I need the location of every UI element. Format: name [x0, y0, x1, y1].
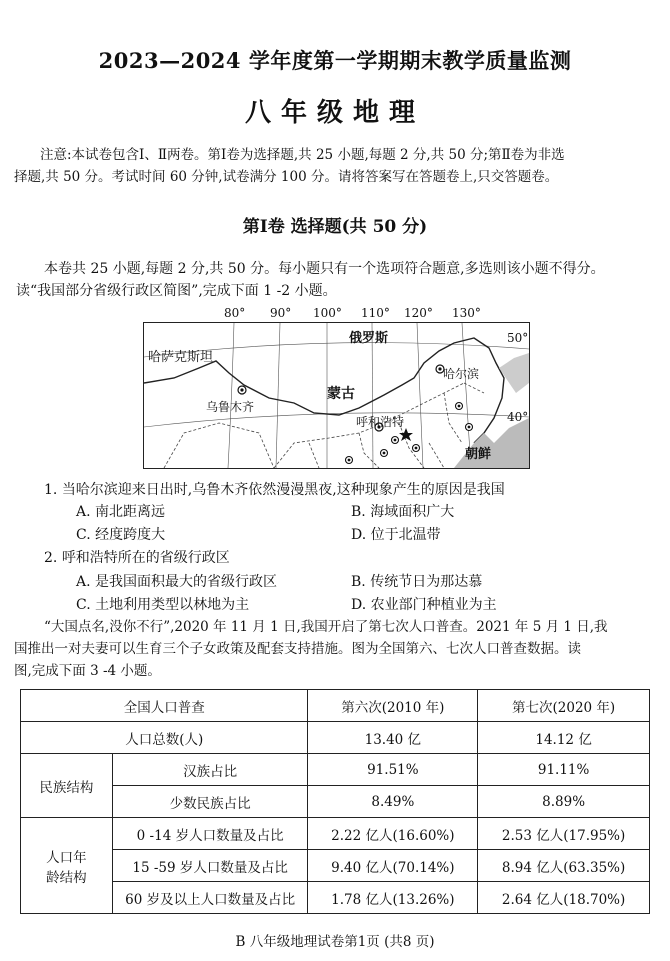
table-row: [21, 818, 650, 850]
cell-sixth: 1.78 亿人(13.26%): [308, 882, 478, 914]
row-label: 15 -59 岁人口数量及占比: [112, 850, 308, 882]
passage-line-1: “大国点名,没你不行”,2020 年 11 月 1 日,我国开启了第七次人口普查。2021 年 5 月 1 日,我: [44, 619, 608, 635]
row-label: 0 -14 岁人口数量及占比: [112, 818, 308, 850]
census-table: [20, 689, 650, 914]
passage-line-3: 图,完成下面 3 -4 小题。: [14, 663, 161, 679]
lon-label-80: 80°: [224, 306, 246, 320]
total-label: 人口总数(人): [21, 722, 308, 754]
exam-title: 2023—2024 学年度第一学期期末教学质量监测: [98, 48, 572, 73]
question-2-number: 2.: [44, 550, 58, 566]
cell-seventh: 2.64 亿人(18.70%): [478, 882, 650, 914]
cell-seventh: 91.11%: [478, 754, 650, 786]
lat-label-40: 40°: [507, 410, 529, 424]
lon-label-100: 100°: [313, 306, 342, 320]
label-kazakhstan: 哈萨克斯坦: [148, 350, 214, 365]
question-1-number: 1.: [44, 482, 58, 498]
label-mongolia: 蒙古: [327, 386, 355, 402]
label-hohhot: 呼和浩特: [356, 415, 405, 429]
lon-label-130: 130°: [452, 306, 481, 320]
q2-option-b[interactable]: B. 传统节日为那达慕: [351, 574, 483, 590]
intro-line-1: 本卷共 25 小题,每题 2 分,共 50 分。每小题只有一个选项符合题意,多选则该小题不得分。: [44, 261, 605, 277]
lon-label-110: 110°: [361, 306, 390, 320]
row-label: 汉族占比: [112, 754, 308, 786]
cell-seventh: 8.94 亿人(63.35%): [478, 850, 650, 882]
q1-option-d[interactable]: D. 位于北温带: [351, 527, 441, 543]
cell-seventh: 8.89%: [478, 786, 650, 818]
label-harbin: 哈尔滨: [443, 367, 480, 381]
cell-sixth: 8.49%: [308, 786, 478, 818]
q1-option-c[interactable]: C. 经度跨度大: [76, 527, 166, 543]
q2-option-d[interactable]: D. 农业部门种植业为主: [351, 597, 497, 613]
notice-line-1: 注意:本试卷包含Ⅰ、Ⅱ两卷。第Ⅰ卷为选择题,共 25 小题,每题 2 分,共 50 分;第Ⅱ卷为非选: [40, 147, 565, 163]
header-seventh: 第七次(2020 年): [478, 690, 650, 722]
table-row: [21, 850, 650, 882]
row-label: 少数民族占比: [112, 786, 308, 818]
subject-title: 八年级地理: [244, 98, 425, 128]
row-label: 60 岁及以上人口数量及占比: [112, 882, 308, 914]
province-map: [143, 322, 530, 469]
q2-option-a[interactable]: A. 是我国面积最大的省级行政区: [76, 574, 278, 590]
label-russia: 俄罗斯: [349, 331, 389, 346]
page-footer: B 八年级地理试卷第1页 (共8 页): [235, 934, 435, 950]
lon-label-90: 90°: [270, 306, 292, 320]
total-seventh: 14.12 亿: [478, 722, 650, 754]
question-1: [44, 479, 505, 499]
table-row-total: [21, 722, 650, 754]
age-group-label-line-2: 龄结构: [46, 869, 87, 886]
label-korea: 朝鲜: [465, 447, 492, 462]
label-urumqi: 乌鲁木齐: [206, 400, 255, 414]
header-sixth: 第六次(2010 年): [308, 690, 478, 722]
question-2-stem: 呼和浩特所在的省级行政区: [61, 550, 230, 566]
table-row: [21, 882, 650, 914]
cell-seventh: 2.53 亿人(17.95%): [478, 818, 650, 850]
cell-sixth: 91.51%: [308, 754, 478, 786]
lon-label-120: 120°: [404, 306, 433, 320]
table-row: [21, 754, 650, 786]
passage-line-2: 国推出一对夫妻可以生育三个子女政策及配套支持措施。图为全国第六、七次人口普查数据。读: [14, 641, 581, 657]
intro-line-2: 读“我国部分省级行政区简图”,完成下面 1 -2 小题。: [16, 283, 337, 299]
cell-sixth: 9.40 亿人(70.14%): [308, 850, 478, 882]
header-census: 全国人口普查: [21, 690, 308, 722]
age-group-label: [21, 818, 113, 914]
cell-sixth: 2.22 亿人(16.60%): [308, 818, 478, 850]
q1-option-a[interactable]: A. 南北距离远: [76, 504, 166, 520]
table-row: [21, 786, 650, 818]
age-group-label-line-1: 人口年: [46, 849, 87, 866]
question-1-stem: 当哈尔滨迎来日出时,乌鲁木齐依然漫漫黑夜,这种现象产生的原因是我国: [61, 482, 505, 498]
notice-line-2: 择题,共 50 分。考试时间 60 分钟,试卷满分 100 分。请将答案写在答题卷上,只交答题卷。: [14, 169, 559, 185]
total-sixth: 13.40 亿: [308, 722, 478, 754]
q2-option-c[interactable]: C. 土地利用类型以林地为主: [76, 597, 250, 613]
q1-option-b[interactable]: B. 海域面积广大: [351, 504, 455, 520]
table-header-row: [21, 690, 650, 722]
section-title: 第Ⅰ卷 选择题(共 50 分): [242, 217, 428, 237]
question-2: [44, 547, 230, 567]
ethnic-group-label: 民族结构: [21, 754, 113, 818]
lat-label-50: 50°: [507, 331, 529, 345]
